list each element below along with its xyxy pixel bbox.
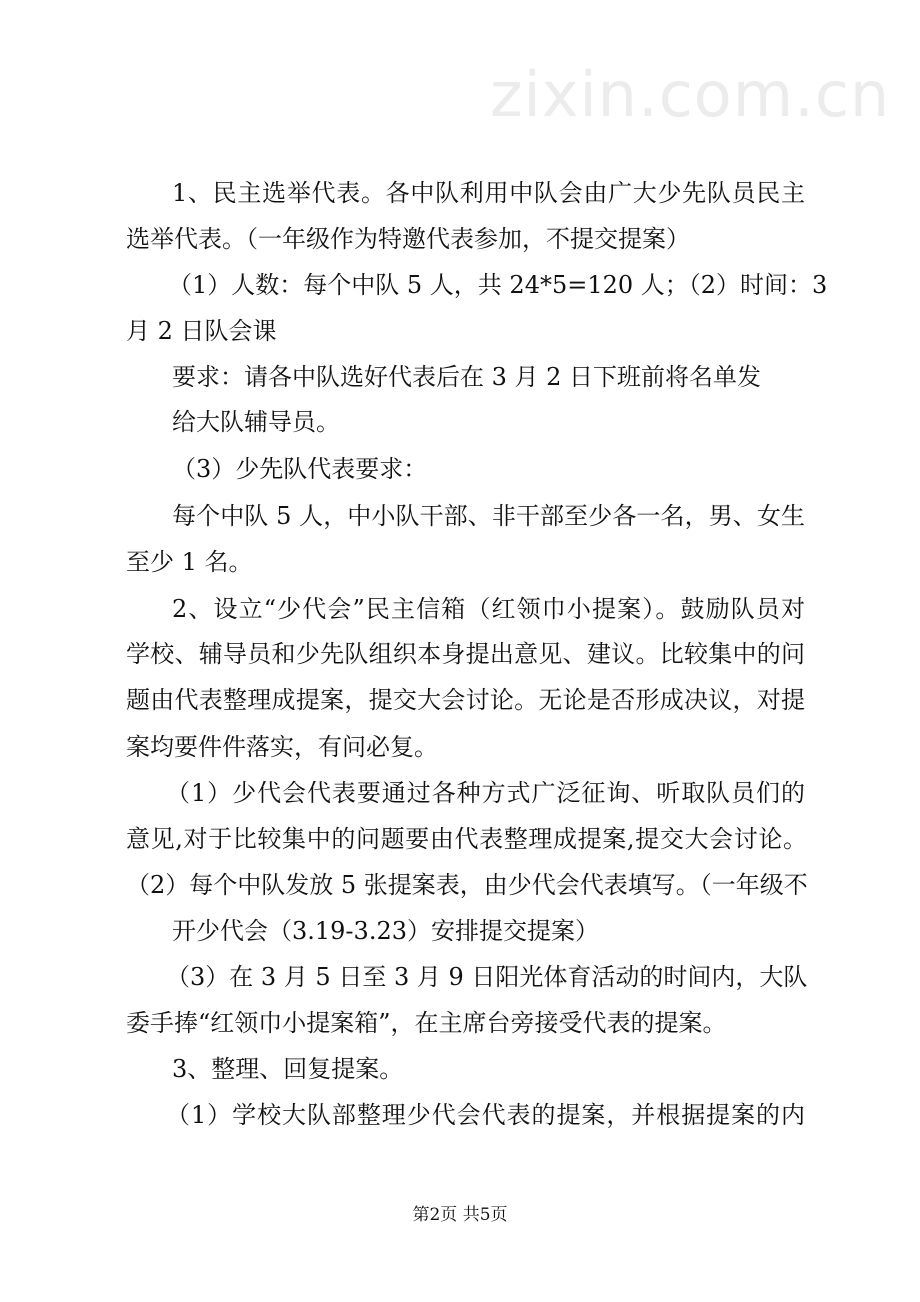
- page-number-footer: 第2页 共5页: [412, 1205, 508, 1225]
- paragraph-line: 2、设立“少代会”民主信箱（红领巾小提案）。鼓励队员对: [172, 595, 805, 623]
- paragraph-line: 每个中队 5 人，中小队干部、非干部至少各一名，男、女生: [172, 502, 805, 530]
- paragraph-line: （3）在 3 月 5 日至 3 月 9 日阳光体育活动的时间内，大队: [166, 963, 808, 991]
- paragraph-line: （2）每个中队发放 5 张提案表，由少代会代表填写。（一年级不: [126, 871, 808, 899]
- paragraph-line: 意见,对于比较集中的问题要由代表整理成提案,提交大会讨论。: [126, 825, 807, 853]
- paragraph-line: 委手捧“红领巾小提案箱”，在主席台旁接受代表的提案。: [126, 1009, 727, 1037]
- paragraph-line: 开少代会（3.19-3.23）安排提交提案）: [172, 917, 599, 945]
- paragraph-line: 题由代表整理成提案，提交大会讨论。无论是否形成决议，对提: [126, 686, 805, 714]
- paragraph-line: （3）少先队代表要求：: [172, 455, 428, 483]
- paragraph-line: （1）人数：每个中队 5 人，共 24*5=120 人；（2）时间：3: [168, 271, 828, 299]
- paragraph-line: 1、民主选举代表。各中队利用中队会由广大少先队员民主: [172, 179, 805, 207]
- paragraph-line: 至少 1 名。: [126, 548, 253, 576]
- paragraph-line: 给大队辅导员。: [172, 408, 340, 436]
- paragraph-line: 案均要件件落实，有问必复。: [126, 733, 438, 761]
- paragraph-line: （1）学校大队部整理少代会代表的提案，并根据提案的内: [166, 1101, 805, 1129]
- watermark: zixin.com.cn: [490, 58, 891, 131]
- paragraph-line: 要求：请各中队选好代表后在 3 月 2 日下班前将名单发: [172, 363, 762, 391]
- paragraph-line: 选举代表。（一年级作为特邀代表参加，不提交提案）: [126, 225, 690, 253]
- paragraph-line: 3、整理、回复提案。: [172, 1055, 404, 1083]
- paragraph-line: 月 2 日队会课: [126, 317, 277, 345]
- paragraph-line: （1）少代会代表要通过各种方式广泛征询、听取队员们的: [166, 779, 805, 807]
- paragraph-line: 学校、辅导员和少先队组织本身提出意见、建议。比较集中的问: [126, 640, 805, 668]
